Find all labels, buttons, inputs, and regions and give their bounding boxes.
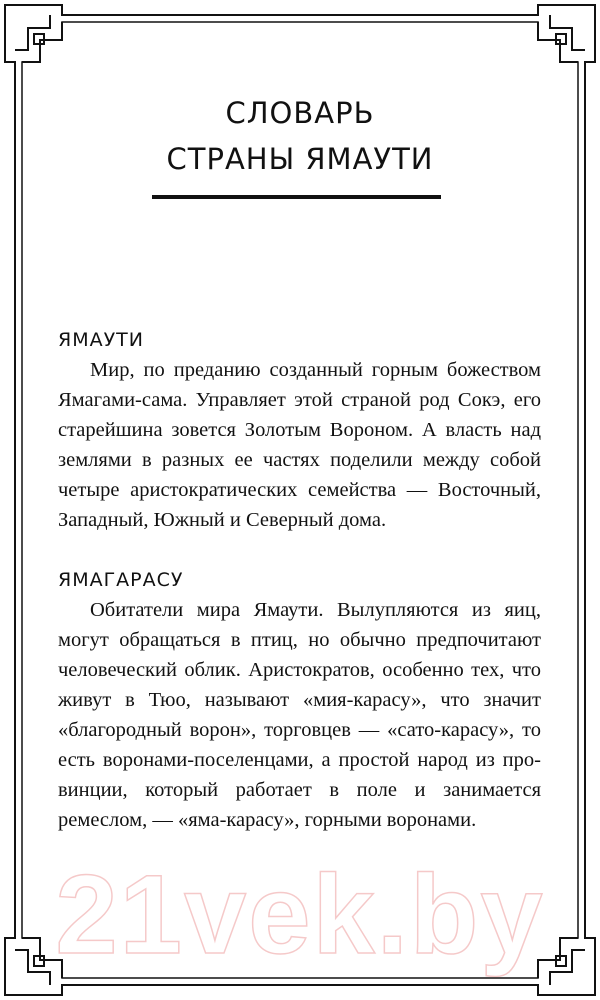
entry-term: ЯМАУТИ (58, 329, 144, 351)
title-line-1: СЛОВАРЬ (225, 96, 375, 130)
corner-ornament-bottom-left (5, 938, 62, 995)
entry-definition: Обитатели мира Ямаути. Вылупляются из яиц, могут обращаться в птиц, но обычно предпочитают человеческий облик. Аристократов, особенно тех, что живут в Тюо, называют «мия-карасу», что значит «благородный ворон», торговцев — «сато-карасу», то есть воронами-поселенцами, а простой народ из провинции, который работает в поле и занимается ремеслом, — «яма-карасу», горными воронами. (58, 599, 541, 831)
corner-ornament-bottom-right (538, 938, 595, 995)
glossary-entry (58, 565, 541, 835)
watermark: 21vek.by (55, 852, 545, 977)
page-title (150, 90, 450, 182)
entry-definition: Мир, по преданию созданный горным божеством Ямагами-сама. Управляет этой страной род Сокэ, его старейшина зовется Золотым Вороном. А власть над землями в разных ее частях поделили между собой четыре аристократических семейства — Восточный, Западный, Южный и Северный дома. (58, 359, 541, 531)
glossary-entry (58, 325, 541, 535)
corner-ornament-top-right (538, 5, 595, 62)
corner-ornament-top-left (5, 5, 62, 62)
entry-term: ЯМАГАРАСУ (58, 569, 184, 591)
title-line-2: СТРАНЫ ЯМАУТИ (166, 142, 434, 176)
glossary-content (58, 325, 541, 865)
title-underline (152, 195, 441, 199)
